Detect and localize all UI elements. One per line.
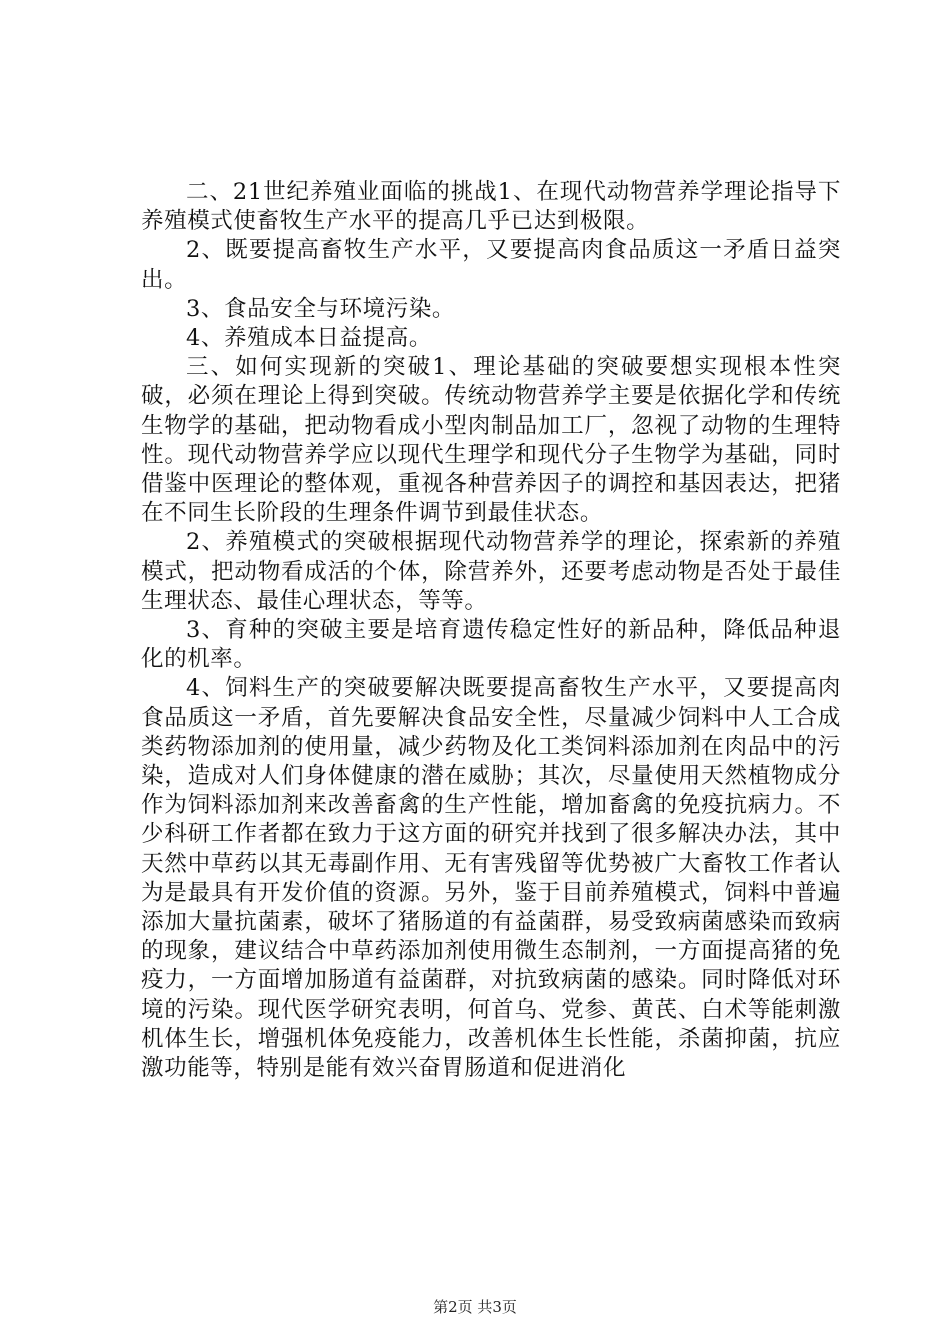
paragraph-challenge-4: 4、养殖成本日益提高。 [186,325,432,352]
paragraph-challenge-2: 2、既要提高畜牧生产水平，又要提高肉食品质这一矛盾日益突出。 [141,237,841,293]
paragraph-challenge-3: 3、食品安全与环境污染。 [186,295,456,322]
paragraph-breakthrough-2: 2、养殖模式的突破根据现代动物营养学的理论，探索新的养殖模式，把动物看成活的个体，除营养外，还要考虑动物是否处于最佳生理状态、最佳心理状态，等等。 [141,529,841,614]
paragraph-breakthrough-3: 3、育种的突破主要是培育遗传稳定性好的新品种，降低品种退化的机率。 [141,617,841,673]
document-body [141,178,841,1083]
paragraph-challenges-heading: 二、21世纪养殖业面临的挑战1、在现代动物营养学理论指导下养殖模式使畜牧生产水平的提高几乎已达到极限。 [141,179,841,235]
paragraph-breakthrough-4: 4、饲料生产的突破要解决既要提高畜牧生产水平，又要提高肉食品质这一矛盾，首先要解决食品安全性，尽量减少饲料中人工合成类药物添加剂的使用量，减少药物及化工类饲料添加剂在肉品中的污染，造成对人们身体健康的潜在威胁；其次，尽量使用天然植物成分作为饲料添加剂来改善畜禽的生产性能，增加畜禽的免疫抗病力。不少科研工作者都在致力于这方面的研究并找到了很多解决办法，其中天然中草药以其无毒副作用、无有害残留等优势被广大畜牧工作者认为是最具有开发价值的资源。另外，鉴于目前养殖模式，饲料中普遍添加大量抗菌素，破坏了猪肠道的有益菌群，易受致病菌感染而致病的现象，建议结合中草药添加剂使用微生态制剂，一方面提高猪的免疫力，一方面增加肠道有益菌群，对抗致病菌的感染。同时降低对环境的污染。现代医学研究表明，何首乌、党参、黄芪、白术等能刺激机体生长，增强机体免疫能力，改善机体生长性能，杀菌抑菌，抗应激功能等，特别是能有效兴奋胃肠道和促进消化 [141,675,841,1082]
paragraph-breakthrough-heading: 三、如何实现新的突破1、理论基础的突破要想实现根本性突破，必须在理论上得到突破。传统动物营养学主要是依据化学和传统生物学的基础，把动物看成小型肉制品加工厂，忽视了动物的生理特性。现代动物营养学应以现代生理学和现代分子生物学为基础，同时借鉴中医理论的整体观，重视各种营养因子的调控和基因表达，把猪在不同生长阶段的生理条件调节到最佳状态。 [141,354,841,527]
page-number-footer: 第2页 共3页 [433,1298,517,1316]
